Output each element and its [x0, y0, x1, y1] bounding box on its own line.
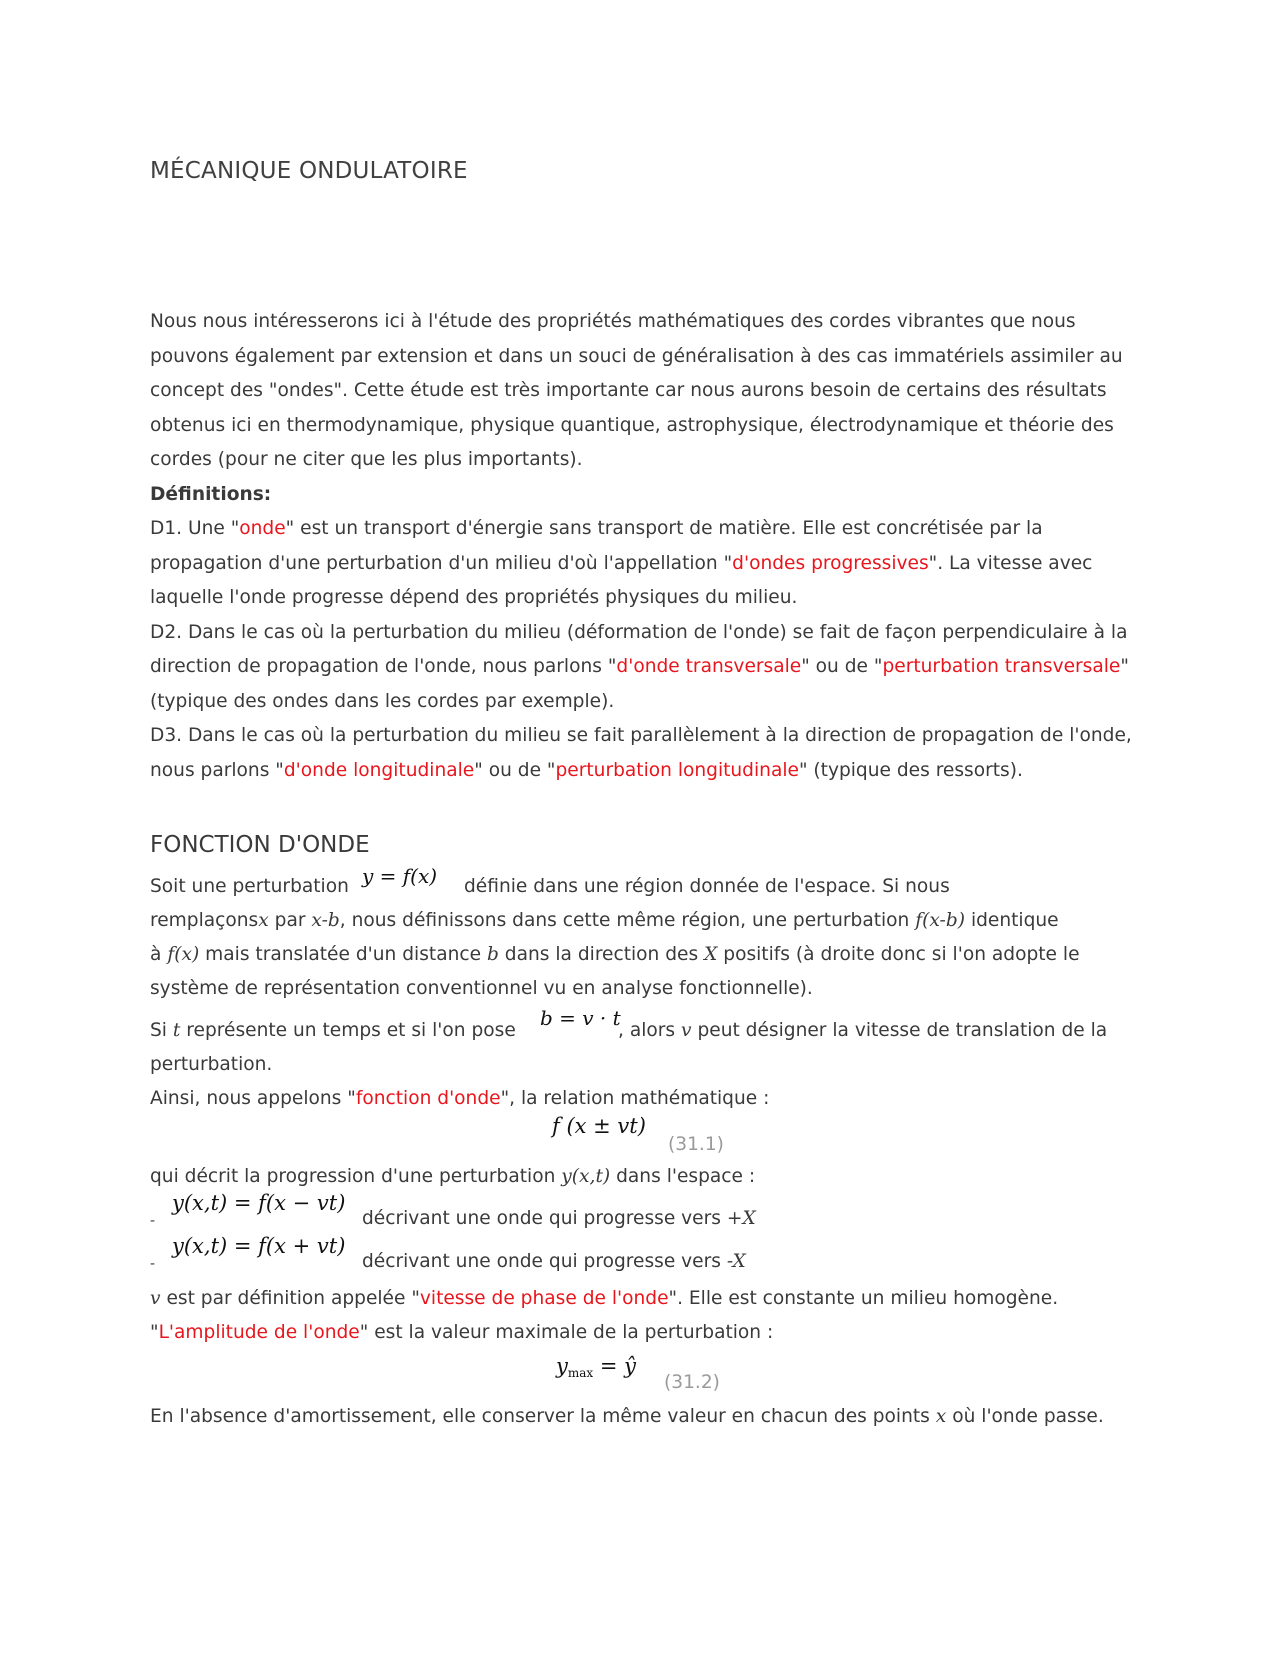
term-vitesse-de-phase: vitesse de phase de l'onde — [419, 1288, 669, 1309]
equation-wave-plus: y(x,t) = f(x + vt) — [172, 1234, 346, 1258]
definition-d2 — [150, 616, 1140, 720]
equation-b-equals-vt: b = v · t — [540, 1006, 621, 1030]
d3-text-a: D3. Dans le cas où la perturbation du milieu se fait parallèlement à la direction de propagation de l'onde, nous parlons " — [150, 725, 1132, 781]
d1-text-a: D1. Une " — [150, 518, 240, 539]
fd-l7-text-b: ", la relation mathématique : — [500, 1088, 770, 1109]
fd-line-12 — [150, 1322, 773, 1343]
fd-l8-text-b: dans l'espace : — [616, 1166, 756, 1187]
intro-paragraph: Nous nous intéresserons ici à l'étude des propriétés mathématiques des cordes vibrantes que nous pouvons également par extension et dans un souci de généralisation à des cas immatériels assimiler au concept des "ondes". Cette étude est très importante car nous aurons besoin de certains des résultats obtenus ici en thermodynamique, physique quantique, astrophysique, électrodynamique et théorie des cordes (pour ne citer que les plus importants). — [150, 311, 1123, 470]
fd-l2-text-b: par — [274, 910, 306, 931]
var-x: x — [935, 1406, 947, 1427]
fd-l10-text: décrivant une onde qui progresse vers — [362, 1251, 721, 1272]
definition-d1 — [150, 512, 1140, 616]
equation-31-2 — [556, 1356, 636, 1383]
var-v: v — [150, 1288, 161, 1309]
d3-term-perturbation-longitudinale: perturbation longitudinale — [555, 759, 799, 781]
var-y-x-t: y(x,t) — [561, 1166, 611, 1187]
bullet-dash-2: - — [150, 1256, 156, 1272]
var-X: X — [704, 944, 718, 965]
fd-line-5b — [618, 1020, 1107, 1041]
fd-line-1 — [150, 876, 349, 897]
fd-l1-text-a: Soit une perturbation — [150, 876, 349, 897]
fd-l2-text-d: identique — [970, 910, 1059, 931]
fd-line-10 — [362, 1251, 746, 1272]
d2-text-b: " ou de " — [801, 656, 883, 677]
equation-y-equals-f-x: y = f(x) — [362, 864, 438, 888]
bullet-dash-1: - — [150, 1213, 156, 1229]
fd-l13-text-b: où l'onde passe. — [952, 1406, 1104, 1427]
fd-l12-text-b: " est la valeur maximale de la perturbation : — [359, 1322, 774, 1343]
fd-l5-text-c: , alors — [618, 1020, 676, 1041]
term-amplitude-onde: L'amplitude de l'onde — [158, 1322, 360, 1343]
definitions-label: Définitions: — [150, 483, 272, 505]
equation-31-1: f (x ± vt) — [552, 1114, 646, 1138]
fd-line-13 — [150, 1406, 1104, 1427]
page-title: MÉCANIQUE ONDULATOIRE — [150, 158, 468, 184]
fd-line-11 — [150, 1288, 1058, 1309]
d3-text-b: " ou de " — [474, 759, 556, 781]
fd-line-6: perturbation. — [150, 1054, 273, 1075]
var-f-x: f(x) — [167, 944, 200, 965]
eq2-rhs: = ŷ — [593, 1354, 636, 1378]
d3-text-c: " (typique des ressorts). — [798, 759, 1023, 781]
d2-term-perturbation-transversale: perturbation transversale — [882, 656, 1121, 677]
fd-l5-text-a: Si — [150, 1020, 167, 1041]
fd-l3-text-a: à — [150, 944, 162, 965]
fd-line-3 — [150, 944, 1080, 965]
eq2-subscript-max: max — [567, 1366, 594, 1380]
fd-l5-text-d: peut désigner la vitesse de translation de la — [697, 1020, 1108, 1041]
fd-l11-text-a: est par définition appelée " — [166, 1288, 420, 1309]
var-minus-X: -X — [726, 1251, 746, 1272]
definition-d3 — [150, 719, 1140, 788]
d1-text-b: " est un transport d'énergie sans transport de matière. Elle est concrétisée par la propagation d'une perturbation d'un milieu d'où l'appellation " — [150, 518, 1043, 574]
fd-l9-text: décrivant une onde qui progresse vers — [362, 1208, 721, 1229]
var-b: b — [486, 944, 499, 965]
fd-line-9 — [362, 1208, 756, 1229]
var-plus-X: +X — [726, 1208, 756, 1229]
fd-line-2 — [150, 910, 1059, 931]
d1-term-ondes-progressives: d'ondes progressives — [732, 552, 929, 574]
var-t: t — [172, 1020, 181, 1041]
d1-text-c: ". La vitesse avec laquelle l'onde progresse dépend des propriétés physiques du milieu. — [150, 552, 1093, 608]
fd-l3-text-b: mais translatée d'un distance — [205, 944, 482, 965]
fd-line-5a — [150, 1020, 516, 1041]
section-title-fonction-onde: FONCTION D'ONDE — [150, 832, 370, 858]
fd-line-8 — [150, 1166, 755, 1187]
fd-l8-text-a: qui décrit la progression d'une perturbation — [150, 1166, 556, 1187]
d2-term-onde-transversale: d'onde transversale — [616, 656, 802, 677]
fd-l5-text-b: représente un temps et si l'on pose — [186, 1020, 516, 1041]
fd-l3-text-d: positifs (à droite donc si l'on adopte le — [723, 944, 1080, 965]
d1-term-onde: onde — [239, 518, 286, 539]
fd-line-4: système de représentation conventionnel vu en analyse fonctionnelle). — [150, 978, 813, 999]
fd-l2-text-c: , nous définissons dans cette même région, une perturbation — [339, 910, 910, 931]
var-x-minus-b: x-b — [311, 910, 340, 931]
var-v: v — [681, 1020, 692, 1041]
fd-l7-text-a: Ainsi, nous appelons " — [150, 1088, 356, 1109]
intro-block — [150, 305, 1140, 788]
fd-l1-text-b: définie dans une région donnée de l'espace. Si nous — [464, 876, 950, 897]
d2-text-a: D2. Dans le cas où la perturbation du milieu (déformation de l'onde) se fait de façon perpendiculaire à la direction de propagation de l'onde, nous parlons " — [150, 621, 1128, 677]
d3-term-onde-longitudinale: d'onde longitudinale — [283, 759, 475, 781]
var-f-x-minus-b: f(x-b) — [915, 910, 966, 931]
equation-wave-minus: y(x,t) = f(x − vt) — [172, 1191, 346, 1215]
fd-l13-text-a: En l'absence d'amortissement, elle conserver la même valeur en chacun des points — [150, 1406, 930, 1427]
var-x: x — [258, 910, 269, 931]
fd-l2-text-a: remplaçons — [150, 910, 259, 931]
equation-number-31-1: (31.1) — [668, 1134, 724, 1155]
fd-line-7 — [150, 1088, 769, 1109]
equation-number-31-2: (31.2) — [664, 1372, 720, 1393]
d2-text-c: " (typique des ondes dans les cordes par exemple). — [150, 656, 1129, 712]
term-fonction-onde: fonction d'onde — [355, 1088, 501, 1109]
fd-l11-text-b: ". Elle est constante un milieu homogène. — [668, 1288, 1059, 1309]
fd-l3-text-c: dans la direction des — [504, 944, 699, 965]
fd-l12-quote: " — [150, 1322, 159, 1343]
eq2-y: y — [556, 1354, 568, 1378]
